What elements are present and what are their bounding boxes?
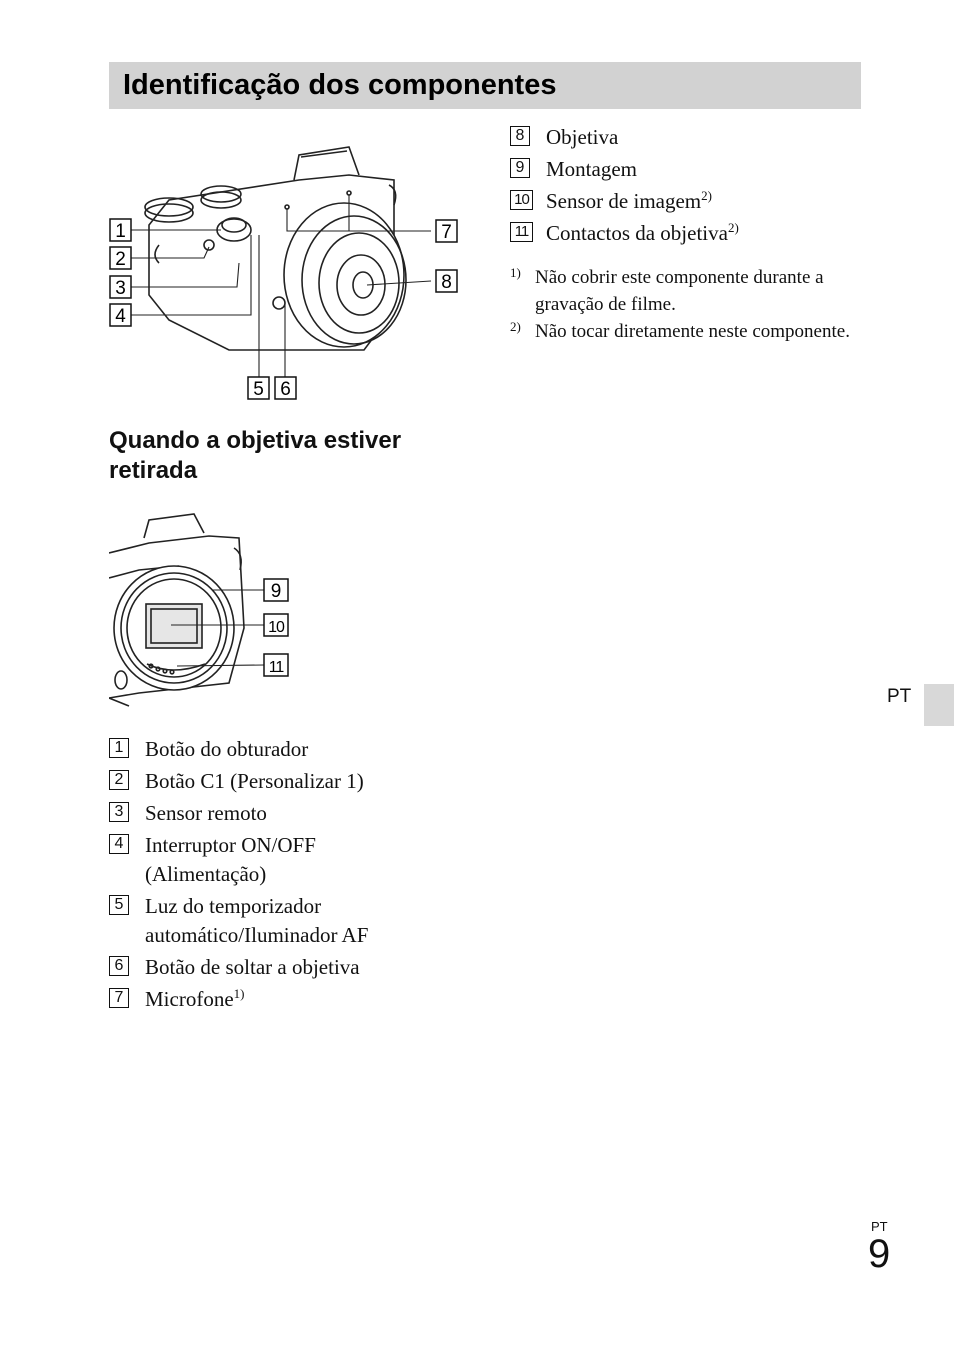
item-label: Microfone bbox=[145, 987, 234, 1011]
footnote-text: Não cobrir este componente durante a gravação de filme. bbox=[535, 267, 824, 315]
item-label: Contactos da objetiva bbox=[546, 221, 728, 245]
page-title: Identificação dos componentes bbox=[123, 69, 557, 101]
callout-3-label: 3 bbox=[115, 278, 126, 299]
callout-3 bbox=[110, 276, 131, 299]
callout-7-label: 7 bbox=[441, 222, 452, 243]
item-number: 2 bbox=[109, 770, 129, 790]
item-number: 3 bbox=[109, 802, 129, 822]
callout-10 bbox=[264, 614, 288, 636]
footnote bbox=[510, 264, 870, 318]
item-label: Montagem bbox=[546, 157, 637, 181]
list-item bbox=[109, 985, 449, 1014]
footnote-mark: 2) bbox=[510, 319, 521, 334]
list-item bbox=[109, 892, 445, 950]
callout-9-label: 9 bbox=[270, 581, 282, 602]
item-label: Botão C1 (Personalizar 1) bbox=[145, 769, 364, 793]
list-item bbox=[109, 799, 449, 828]
footnote bbox=[510, 318, 870, 345]
section-title-bar bbox=[109, 62, 861, 109]
component-list-right bbox=[510, 123, 870, 248]
item-label: Sensor remoto bbox=[145, 801, 267, 825]
list-item bbox=[510, 219, 870, 248]
component-list-left bbox=[109, 735, 449, 1014]
camera-mount-illustration bbox=[109, 508, 299, 708]
item-label: Interruptor ON/OFF (Alimentação) bbox=[145, 833, 316, 886]
item-number: 11 bbox=[510, 222, 533, 242]
callout-4-label: 4 bbox=[115, 306, 126, 327]
item-number: 10 bbox=[510, 190, 533, 210]
list-item bbox=[510, 155, 870, 184]
item-number: 6 bbox=[109, 956, 129, 976]
callout-4 bbox=[110, 304, 131, 327]
callout-6-label: 6 bbox=[280, 379, 291, 400]
item-label: Botão de soltar a objetiva bbox=[145, 955, 360, 979]
subheading-lens-removed: Quando a objetiva estiver retirada bbox=[109, 427, 402, 484]
callout-1 bbox=[110, 219, 131, 242]
footnotes bbox=[510, 264, 870, 345]
item-number: 7 bbox=[109, 988, 129, 1008]
list-item bbox=[109, 953, 449, 982]
list-item bbox=[109, 767, 449, 796]
footnote-text: Não tocar diretamente neste componente. bbox=[535, 321, 850, 342]
item-number: 9 bbox=[510, 158, 530, 178]
list-item bbox=[109, 831, 365, 889]
language-tab bbox=[924, 684, 954, 726]
callout-8 bbox=[436, 270, 457, 293]
footnote-ref: 2) bbox=[701, 188, 712, 203]
callout-11-label: 11 bbox=[268, 659, 284, 676]
camera-mount-figure bbox=[109, 508, 299, 708]
footnote-mark: 1) bbox=[510, 265, 521, 280]
footnote-ref: 2) bbox=[727, 220, 739, 235]
callout-5-label: 5 bbox=[253, 379, 264, 400]
item-number: 5 bbox=[109, 895, 129, 915]
callout-10-label: 10 bbox=[268, 619, 284, 636]
item-label: Objetiva bbox=[546, 125, 619, 149]
list-item bbox=[109, 735, 449, 764]
callout-2-label: 2 bbox=[115, 249, 126, 270]
page-language: PT bbox=[871, 1219, 888, 1234]
item-number: 8 bbox=[510, 126, 530, 146]
list-item bbox=[510, 187, 870, 216]
callout-9 bbox=[264, 579, 288, 602]
language-tab-label: PT bbox=[887, 686, 912, 707]
camera-front-figure bbox=[109, 135, 469, 407]
callout-11 bbox=[264, 654, 288, 676]
item-number: 4 bbox=[109, 834, 129, 854]
callout-7 bbox=[436, 220, 457, 243]
callout-2 bbox=[110, 247, 131, 270]
item-label: Sensor de imagem bbox=[546, 189, 702, 213]
list-item bbox=[510, 123, 870, 152]
callout-1-label: 1 bbox=[115, 221, 126, 242]
camera-front-illustration bbox=[109, 135, 469, 407]
callout-6 bbox=[275, 377, 296, 400]
footnote-ref: 1) bbox=[233, 986, 245, 1001]
callout-5 bbox=[248, 377, 269, 400]
item-label: Luz do temporizador automático/Iluminador AF bbox=[145, 894, 369, 947]
callout-8-label: 8 bbox=[441, 272, 452, 293]
page-number: 9 bbox=[868, 1232, 891, 1276]
item-label: Botão do obturador bbox=[145, 737, 309, 761]
item-number: 1 bbox=[109, 738, 129, 758]
